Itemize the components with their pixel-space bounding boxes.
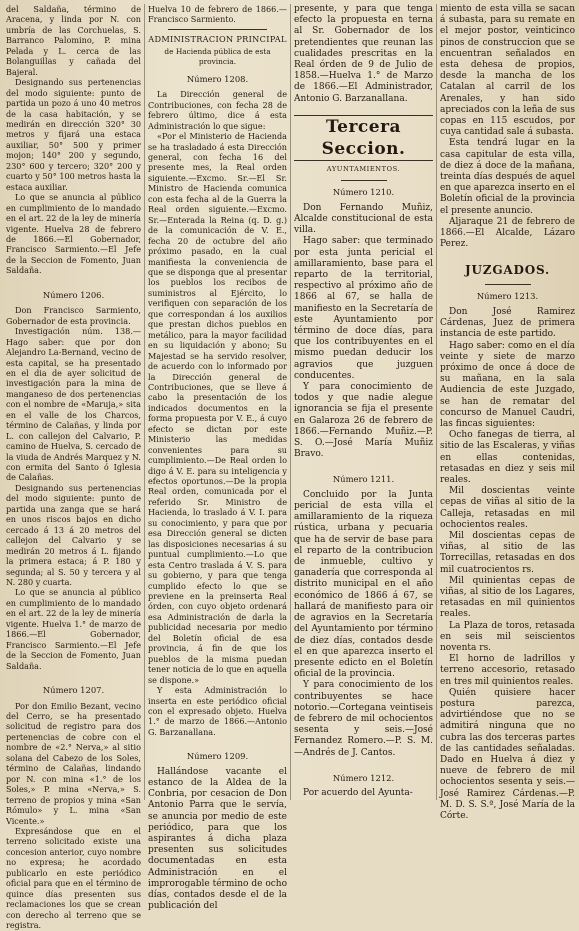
divider — [341, 180, 387, 181]
paragraph: El horno de ladrillos y terreno accesorio, retasado en tres mil quinientos reales. — [440, 654, 575, 687]
paragraph: miento de esta villa se sacan á subasta, para su remate en el mejor postor, veinticinco pinos de construccion que se encuentran señalados en esta dehesa de propios, desde la mancha de los Catalan al carril de los Arenales, y han sido apreciados con la leña de sus copas en 115 escudos, por cuya cantidad sale á subasta. — [440, 4, 575, 138]
section-subtitle: AYUNTAMIENTOS. — [326, 164, 401, 173]
notice-number: Número 1209. — [186, 751, 249, 762]
paragraph: «Por el Ministerio de Hacienda se ha trasladado á esta Dirección general, con fecha 16 del presente mes, la Real orden siguiente.—Excmo. Sr.—El Sr. Ministro de Hacienda comunica con esta fecha al de la Guerra la Real orden siguiente.—Excmo. Sr.—Enterada la Reina (q. D. g.) de la comunicación de V. E., fecha 20 de octubre del año próximo pasado, en la cual manifiesta la conveniencia de que se disponga que al presentar los pueblos los recibos de suministros al Ejército, lo verifiquen con separación de los que correspondan á los auxilios que prestan dichos pueblos en metálico, para la mayor facilidad en su liquidación y abono; Su Majestad se ha servido resolver, de acuerdo con lo informado por la Dirección general de Contribuciones, que se lleve á cabo la presentación de los indicados documentos en la forma propuesta por V. E., á cuyo efecto se dictan por este Ministerio las medidas convenientes para su cumplimiento.—De Real orden lo digo á V. E. para su inteligencia y efectos oportunos.—De la propia Real orden, comunicada por el referido Sr. Ministro de Hacienda, lo traslado á V. I. para su conocimiento, y para que por esa Dirección general se dicten las disposiciones necesarias á su puntual cumplimiento.—Lo que esta Centro traslada á V. S. para su gobierno, y para que tenga cumplido efecto lo que se previene en la preinserta Real órden, con cuyo objeto ordenará esa Administración de darla la publicidad necesaria por medio del Boletín oficial de esa provincia, á fin de que los pueblos de la misma puedan tener noticia de lo que en aquella se dispone.» — [148, 131, 287, 685]
paragraph: Y para conocimiento de los contribuyentes se hace notorio.—Cortegana veintiseis de febrero de mil ochocientos sesenta y seis.—José Fernandez Romero.—P. S. M.—Andrés de J. Cantos. — [294, 680, 433, 758]
section-title: Tercera Seccion. — [294, 115, 433, 161]
paragraph: del Saldaña, término de Aracena, y linda por N. con umbría de las Corchuelas, S. Barranco Palomino, P. mina Pelada y L. cerca de las Bolanguillas y cañada del Bajeral. — [6, 4, 141, 77]
paragraph: La Plaza de toros, retasada en seis mil seiscientos noventa rs. — [440, 620, 575, 654]
divider — [485, 284, 531, 285]
paragraph: Huelva 10 de febrero de 1866.—Francisco Sarmiento. — [148, 4, 287, 25]
paragraph: Hago saber: como en el día veinte y siete de marzo próximo de once á doce de su mañana, en la sala Audiencia de este Juzgado, se han de rematar del concurso de Manuel Caudri, las fincas siguientes: — [440, 340, 575, 429]
column-3 — [294, 4, 433, 800]
paragraph: Hago saber: que terminado por esta junta pericial el amillaramiento, base para el reparto de la territorial, respectivo al próximo año de 1866 al 67, se halla de manifiesto en la Secretaría de este Ayuntamiento por término de doce días, para que los contribuyentes en el mismo puedan deducir los agravios que juzguen conducentes. — [294, 236, 433, 381]
paragraph: Aljaraque 21 de febrero de 1866.—El Alcalde, Lázaro Perez. — [440, 216, 575, 250]
paragraph: Designando sus pertenencias del modo siguiente: punto de partida una zanga que se hará en unos riscos bajos en dicho cercado á 13 á 20 metros del callejon del Calvario y se medirán 20 metros á L. fijando la primera estaca; á P. 180 y segunda; al S. 50 y tercera y al N. 280 y cuarta. — [6, 482, 141, 588]
divider — [168, 29, 267, 30]
section-subheading: de Hacienda pública de esta provincia. — [164, 46, 271, 67]
paragraph: Mil quinientas cepas de viñas, al sitio de los Lagares, retasadas en mil quinientos reales. — [440, 575, 575, 620]
column-1 — [6, 4, 141, 931]
column-rule — [290, 4, 291, 800]
paragraph: Expresándose que en el terreno solicitado existe una concesion anterior, cuyo nombre no expresa; he acordado publicarlo en este periódico oficial para que en el término de quince días presenten sus reclamaciones los que se crean con derecho al terreno que se registra. — [6, 825, 141, 931]
notice-number: Número 1208. — [186, 73, 249, 84]
paragraph: Concluido por la Junta pericial de esta villa el amillaramiento de la riqueza rústica, urbana y pecuaria que ha de servir de base para el reparto de la contribucion de inmueble, cultivo y ganadería que corresponda al distrito municipal en el año económico de 1866 á 67, se hallará de manifiesto para oir de agravios en la Secretaría del Ayuntamiento por término de diez días, contados desde el en que aparezca inserto el presente edicto en el Boletín oficial de la provincia. — [294, 489, 433, 680]
paragraph: Lo que se anuncia al público en cumplimiento de lo mandado en el art. 22 de la ley de minería vigente. Huelva 1.° de marzo de 1866.—El Gobernador, Francisco Sarmiento.—El Jefe de la Seccion de Fomento, Juan Saldaña. — [6, 587, 141, 671]
column-rule — [144, 4, 145, 800]
section-heading: ADMINISTRACION PRINCIPAL — [148, 33, 287, 44]
column-2 — [148, 4, 287, 912]
paragraph: Designando sus pertenencias del modo siguiente: punto de partida un pozo á uno 40 metros de la casa habitación, y se medirán en dirección 320° 30 metros y fijará una estaca auxiliar, 50° 500 y primer mojon; 140° 200 y segundo, 230° 600 y tercero; 320° 200 y cuarto y 50° 100 metros hasta la estaca auxiliar. — [6, 77, 141, 192]
notice-number: Número 1206. — [42, 289, 105, 300]
notice-number: Número 1212. — [332, 772, 395, 783]
notice-number: Número 1213. — [476, 291, 539, 302]
column-rule — [436, 4, 437, 800]
paragraph: Lo que se anuncia al público en cumplimiento de lo mandado en el art. 22 de la ley de minería vigente. Huelva 28 de febrero de 1866.—El Gobernador, Francisco Sarmiento.—El Jefe de la Seccion de Fomento, Juan Saldaña. — [6, 192, 141, 276]
paragraph: Hallándose vacante el estanco de la Aldea de la Conbria, por cesacion de Don Antonio Parra que le servía, se anuncia por medio de este periódico, para que los aspirantes á dicha plaza presenten sus solicitudes documentadas en esta Administración en el improrogable término de ocho días, contados desde el de la publicación del — [148, 766, 287, 912]
paragraph: presente, y para que tenga efecto la propuesta en terna al Sr. Gobernador de los pretendientes que reunan las cualidades prescritas en la Real órden de 9 de Julio de 1858.—Huelva 1.° de Marzo de 1866.—El Administrador, Antonio G. Barzanallana. — [294, 4, 433, 104]
notice-number: Número 1210. — [332, 187, 395, 198]
column-4 — [440, 4, 575, 822]
paragraph: La Dirección general de Contribuciones, con fecha 28 de febrero último, dice á esta Administración lo que sigue: — [148, 89, 287, 131]
paragraph: Y esta Administración lo inserta en este periódico oficial con el expresado objeto. Huelva 1.° de marzo de 1866.—Antonio G. Barzanallana. — [148, 685, 287, 737]
paragraph: Investigación núm. 138.—Hago saber: que por don Alejandro La-Bernand, vecino de esta capital, se ha presentado en el dia de ayer solicitud de investigación para la mina de manganeso de dos pertenencias con el nombre de «Maruja,» sita en el valle de los Charcos, término de Calañas, y linda por L. con callejon del Calvario, P. camino de Huelva, S. cercado de la viuda de Andrés Marquez y N. con ermita del Santo ó Iglesia de Calañas. — [6, 326, 141, 483]
paragraph: Por don Emilio Bezant, vecino del Cerro, se ha presentado solicitud de registro para dos pertenencias de cobre con el nombre de «2.° Nerva,» al sitio solana del Cabezo de los Soles, término de Calañas, lindando por N. con mina «1.° de los Soles,» P. mina «Nerva,» S. terreno de propios y mina «San Rómulo» y L. mina «San Vicente.» — [6, 700, 141, 826]
paragraph: Ocho fanegas de tierra, al sitio de las Escaleras, y viñas en ellas contenidas, retasadas en diez y seis mil reales. — [440, 430, 575, 485]
notice-number: Número 1207. — [42, 685, 105, 696]
paragraph: Quién quisiere hacer postura parezca, advirtiéndose que no se admitirá ninguna que no cubra las dos terceras partes de las cantidades señaladas. Dado en Huelva á diez y nueve de febrero de mil ochocientos sesenta y seis.—José Ramirez Cárdenas.—P. M. D. S. S.ª, José María de la Córte. — [440, 687, 575, 822]
section-title: JUZGADOS. — [465, 263, 550, 278]
paragraph: Por acuerdo del Ayunta- — [303, 788, 413, 799]
paragraph: Don Francisco Sarmiento, Gobernador de esta provincia. — [6, 305, 141, 326]
paragraph: Esta tendrá lugar en la casa capitular de esta villa, de diez á doce de la mañana, treinta días después de aquel en que aparezca inserto en el Boletín oficial de la provincia el presente anuncio. — [440, 138, 575, 216]
paragraph: Don Fernando Muñiz, Alcalde constitucional de esta villa. — [294, 202, 433, 236]
paragraph: Mil doscientas cepas de viñas, al sitio de las Torrecillas, retasadas en dos mil cuatrocientos rs. — [440, 530, 575, 575]
paragraph: Don José Ramirez Cárdenas, Juez de primera instancia de este partido. — [440, 306, 575, 340]
paragraph: Mil doscientas veinte cepas de viñas al sitio de la Calleja, retasadas en mil ochocientos reales. — [440, 486, 575, 530]
paragraph: Y para conocimiento de todos y que nadie alegue ignorancia se fija el presente en Galaroza 26 de febrero de 1866.—Fernando Muñiz.—P. S. O.—José María Muñiz Bravo. — [294, 381, 433, 460]
notice-number: Número 1211. — [332, 474, 395, 485]
